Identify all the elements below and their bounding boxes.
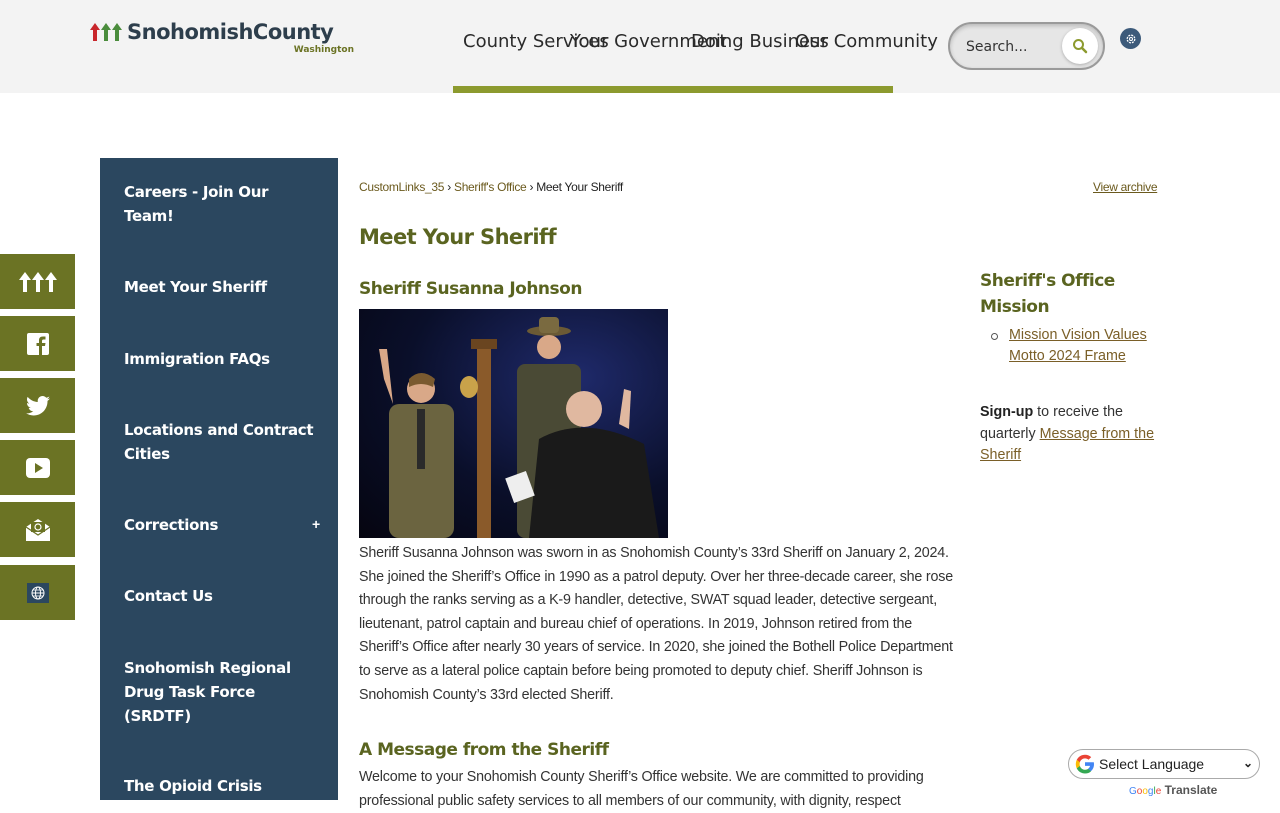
nav-active-indicator — [453, 86, 893, 93]
nav-doing-business[interactable]: Doing Business — [691, 31, 829, 52]
signup-bold: Sign-up — [980, 404, 1034, 420]
sidebar-item-careers[interactable]: Careers - Join Our Team! — [124, 183, 269, 225]
message-from-sheriff-link[interactable]: Message from the Sheriff — [980, 425, 1155, 463]
county-logo[interactable] — [90, 20, 360, 60]
sheriff-name-heading: Sheriff Susanna Johnson — [359, 279, 582, 299]
sidebar-item-srdtf[interactable]: Snohomish Regional Drug Task Force (SRDTF) — [124, 659, 291, 725]
breadcrumb — [359, 180, 623, 194]
nav-our-community[interactable]: Our Community — [795, 31, 938, 52]
translate-link[interactable] — [0, 565, 75, 620]
breadcrumb-current: Meet Your Sheriff — [536, 180, 623, 194]
message-heading: A Message from the Sheriff — [359, 740, 609, 760]
google-translate-link[interactable]: Translate — [1164, 783, 1218, 797]
mission-vision-values-link[interactable]: Mission Vision Values Motto 2024 Frame — [1009, 327, 1147, 364]
email-icon — [26, 519, 50, 541]
nav-your-government[interactable]: Your Government — [570, 31, 727, 52]
facebook-icon — [27, 333, 49, 355]
sidebar-item-locations[interactable]: Locations and Contract Cities — [124, 421, 314, 463]
sidebar-item-meet-your-sheriff[interactable]: Meet Your Sheriff — [124, 278, 267, 296]
breadcrumb-sheriffs-office[interactable]: Sheriff's Office — [453, 180, 527, 194]
logo-subtitle: Washington — [293, 45, 354, 55]
section-sidebar — [100, 158, 338, 800]
page-title: Meet Your Sheriff — [359, 225, 557, 249]
facebook-link[interactable] — [0, 316, 75, 371]
google-wordmark: Google — [1129, 786, 1162, 797]
email-subscribe-link[interactable] — [0, 502, 75, 557]
chevron-down-icon: ⌄ — [1242, 756, 1253, 770]
tree-arrows-icon — [90, 23, 124, 41]
globe-icon — [27, 583, 49, 603]
youtube-icon — [26, 458, 50, 478]
logo-title: SnohomishCounty — [127, 20, 334, 44]
site-header — [0, 0, 1280, 93]
sidebar-item-contact-us[interactable]: Contact Us — [124, 587, 213, 605]
county-logo-icon — [19, 272, 57, 292]
sheriff-biography: Sheriff Susanna Johnson was sworn in as Snohomish County’s 33rd Sheriff on January 2, 2024. She joined the Sheriff’s Office in 1990 as a patrol deputy. Over her three-decade career, she rose through the ranks serving as a K-9 handler, detective, SWAT squad leader, detective sergeant, lieutenant, patrol captain and bureau chief of operations. In 2019, Johnson retired from the Sheriff’s Office after nearly 30 years of service. In 2020, she joined the Bothell Police Department to serve as a lateral police captain before being promoted to deputy chief. Sheriff Johnson is Snohomish County’s 33rd elected Sheriff. — [359, 545, 953, 703]
view-archive-link[interactable]: View archive — [1093, 180, 1158, 194]
search-icon — [1072, 38, 1088, 54]
mission-heading: Sheriff's Office Mission — [980, 271, 1115, 317]
message-text: Welcome to your Snohomish County Sheriff’s Office website. We are committed to providing professional public safety services to all members of our community, with dignity, respect — [359, 769, 924, 809]
mission-links — [990, 325, 1160, 367]
google-g-icon — [1075, 754, 1095, 774]
signup-middle: to receive the quarterly — [980, 404, 1124, 442]
search-button[interactable] — [1062, 28, 1098, 64]
twitter-icon — [26, 396, 50, 416]
language-select[interactable] — [1068, 749, 1260, 779]
powered-by-google-translate — [1129, 783, 1217, 797]
breadcrumb-separator: › — [447, 180, 451, 194]
sidebar-item-opioid-crisis[interactable]: The Opioid Crisis — [124, 777, 262, 795]
select-language-label: Select Language — [1099, 756, 1205, 772]
breadcrumb-separator: › — [529, 180, 534, 194]
list-item — [990, 325, 1160, 367]
sidebar-item-corrections[interactable]: Corrections — [124, 516, 219, 534]
twitter-link[interactable] — [0, 378, 75, 433]
county-home-link[interactable] — [0, 254, 75, 309]
sidebar-item-immigration-faqs[interactable]: Immigration FAQs — [124, 350, 270, 368]
signup-text — [980, 402, 1165, 467]
nav-county-services[interactable]: County Services — [463, 31, 609, 52]
settings-button[interactable] — [1120, 28, 1141, 49]
swearing-in-photo — [359, 309, 668, 538]
gear-icon — [1125, 33, 1137, 45]
breadcrumb-customlinks[interactable]: CustomLinks_35 — [359, 180, 445, 194]
youtube-link[interactable] — [0, 440, 75, 495]
search-input[interactable] — [966, 36, 1056, 58]
expand-corrections-button[interactable]: + — [312, 516, 321, 532]
search-box — [948, 22, 1105, 70]
